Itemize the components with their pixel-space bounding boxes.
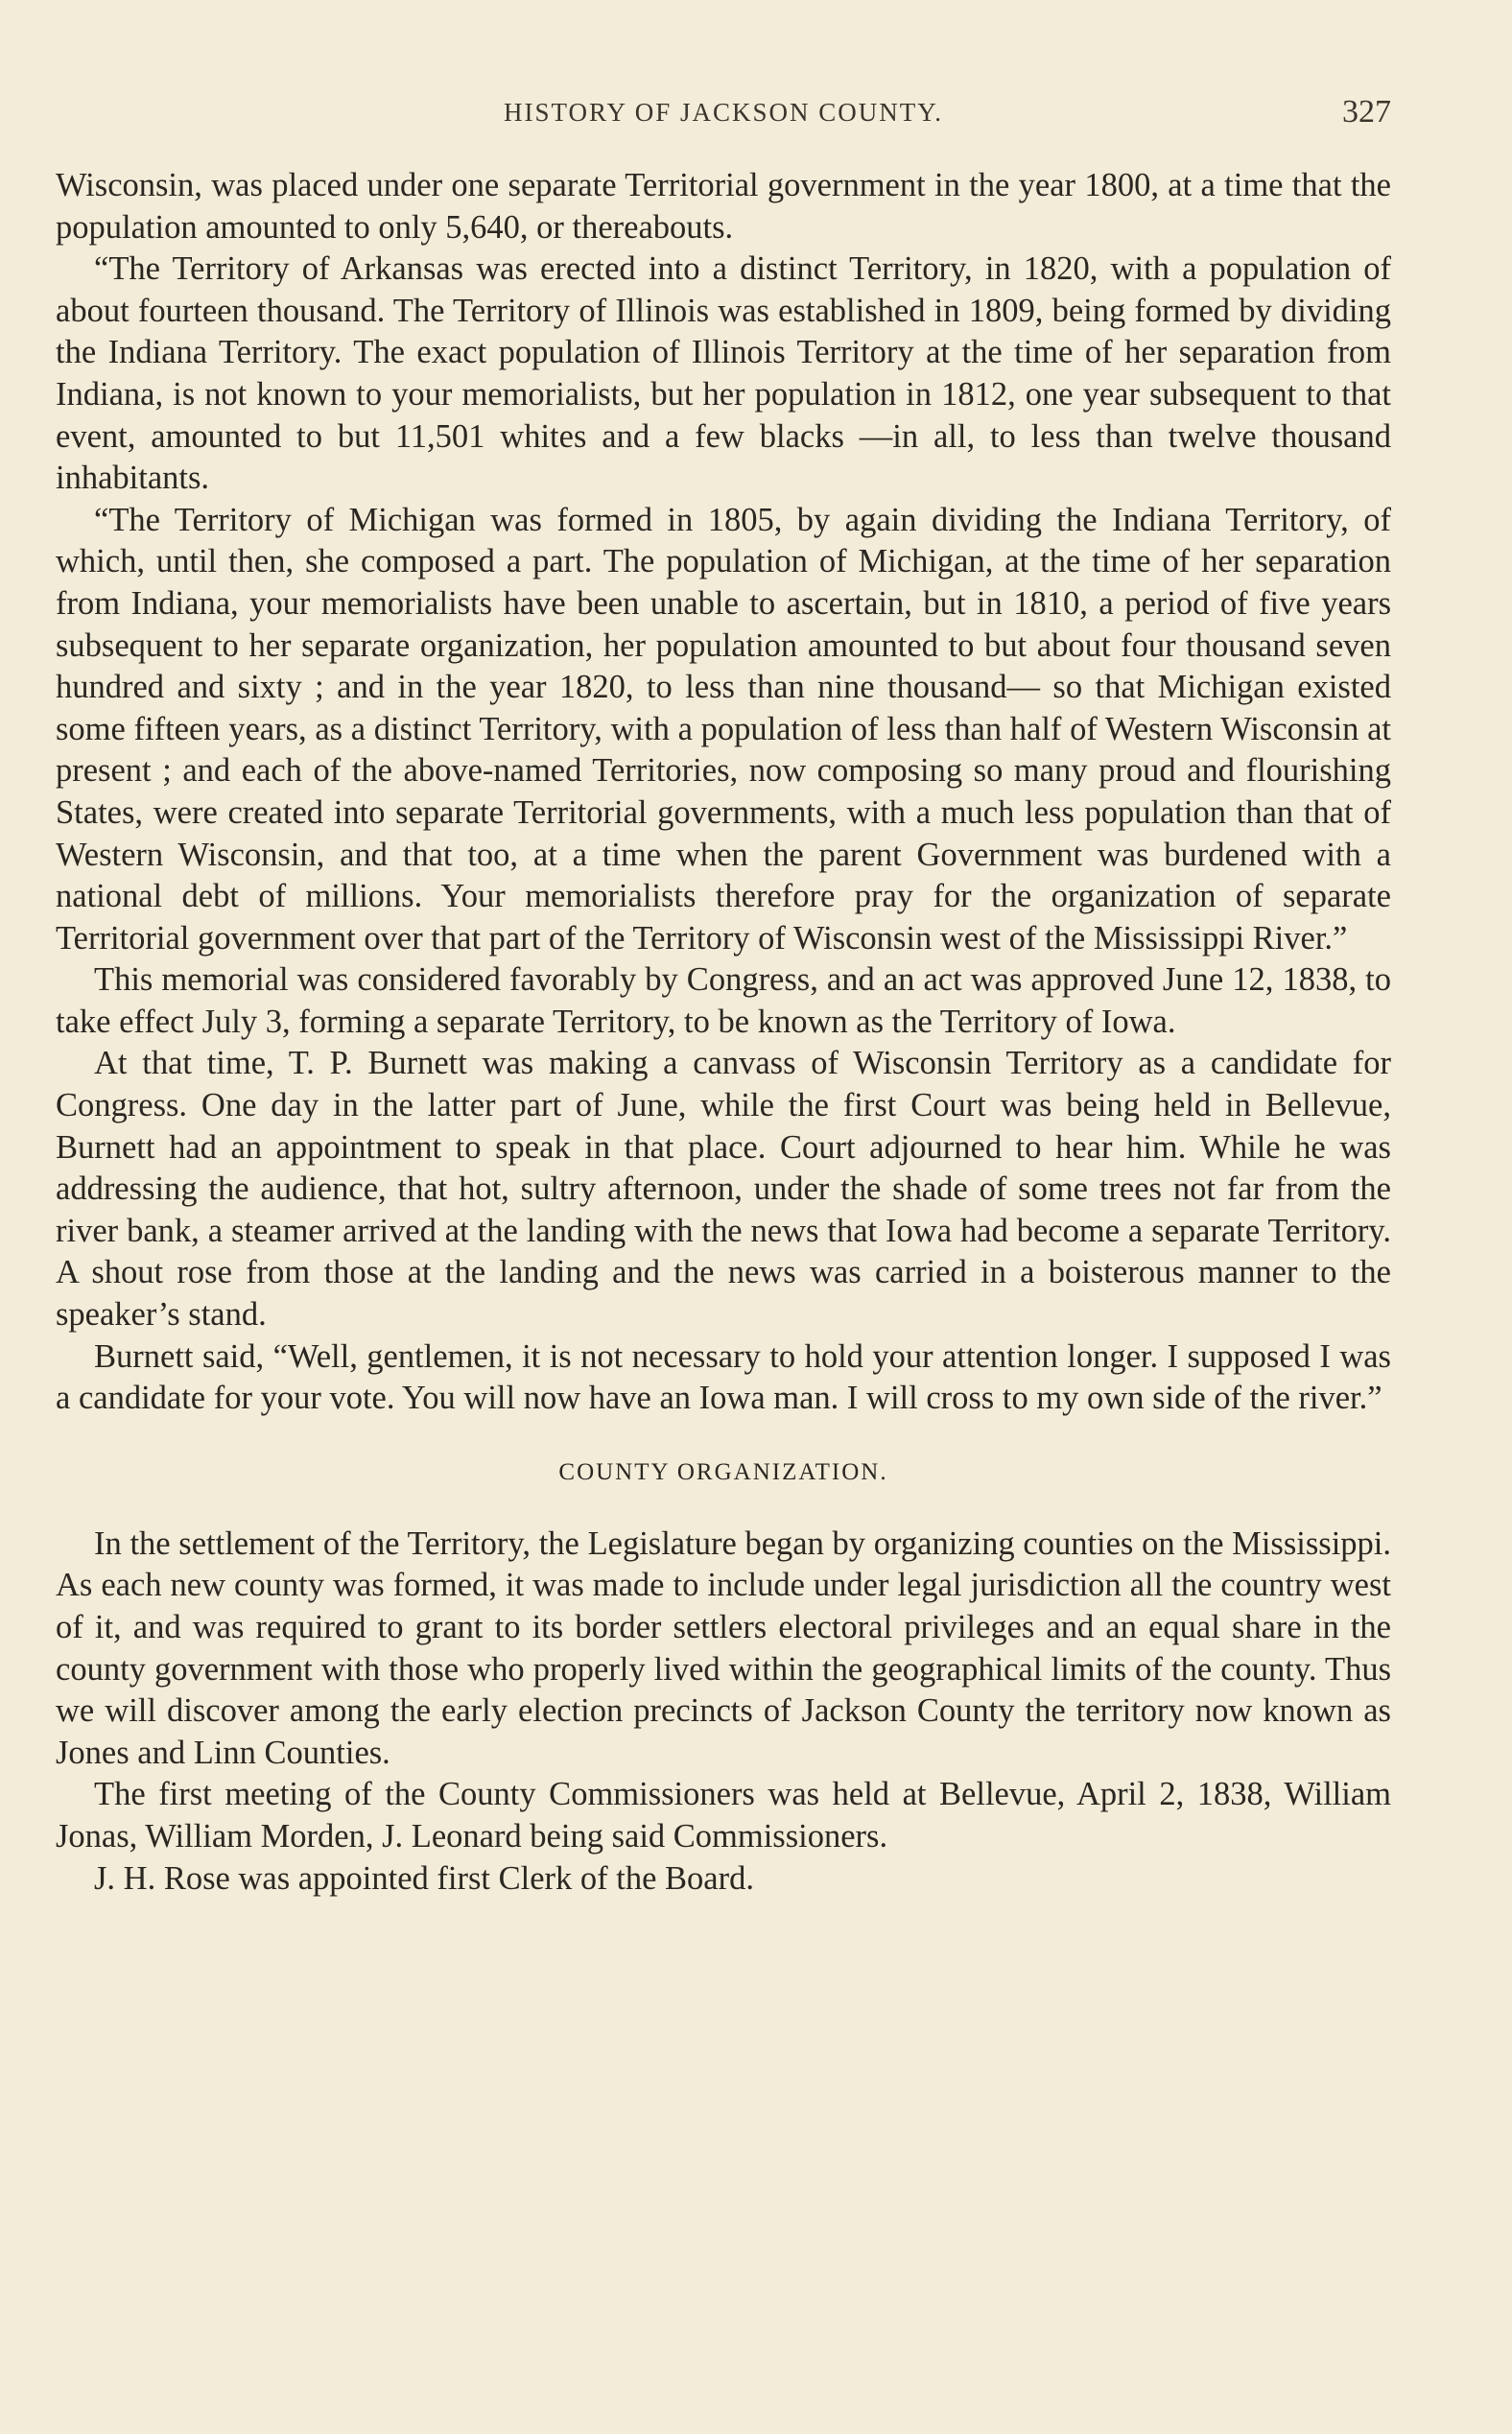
page-body	[56, 165, 1391, 1900]
paragraph: This memorial was considered favorably by Congress, and an act was approved June 12, 1838, to take effect July 3, forming a separate Territory, to be known as the Territory of Iowa.	[56, 961, 1391, 1040]
paragraph: The first meeting of the County Commissioners was held at Bellevue, April 2, 1838, William Jonas, William Morden, J. Leonard being said Commissioners.	[56, 1776, 1391, 1855]
paragraph: At that time, T. P. Burnett was making a canvass of Wisconsin Territory as a candidate for Congress. One day in the latter part of June, while the first Court was being held in Bellevue, Burnett had an appointment to speak in that place. Court adjourned to hear him. While he was addressing the audience, that hot, sultry afternoon, under the shade of some trees not far from the river bank, a steamer arrived at the landing with the news that Iowa had become a separate Territory. A shout rose from those at the landing and the news was carried in a boisterous manner to the speaker’s stand.	[56, 1045, 1391, 1334]
paragraph: In the settlement of the Territory, the Legislature began by organizing counties on the Mississippi. As each new county was formed, it was made to include under legal jurisdiction all the country west of it, and was required to grant to its border settlers electoral privileges and an equal share in the county government with those who properly lived within the geographical limits of the county. Thus we will discover among the early election precincts of Jackson County the territory now known as Jones and Linn Counties.	[56, 1524, 1391, 1771]
paragraph-group-top	[56, 165, 1391, 1420]
page-number: 327	[1342, 94, 1391, 130]
section-heading: COUNTY ORGANIZATION.	[558, 1458, 888, 1485]
paragraph: Burnett said, “Well, gentlemen, it is not necessary to hold your attention longer. I supposed I was a candidate for your vote. You will now have an Iowa man. I will cross to my own side of the river.”	[56, 1337, 1391, 1417]
paragraph: Wisconsin, was placed under one separate Territorial government in the year 1800, at a time that the population amounted to only 5,640, or thereabouts.	[56, 167, 1391, 246]
paragraph: “The Territory of Arkansas was erected into a distinct Territory, in 1820, with a population of about fourteen thousand. The Territory of Illinois was established in 1809, being formed by dividing the Indiana Territory. The exact population of Illinois Territory at the time of her separation from Indiana, is not known to your memorialists, but her population in 1812, one year subsequent to that event, amounted to but 11,501 whites and a few blacks —in all, to less than twelve thousand inhabitants.	[56, 250, 1391, 497]
running-header-title: HISTORY OF JACKSON COUNTY.	[503, 98, 944, 127]
running-header	[56, 90, 1391, 136]
paragraph-group-bottom	[56, 1524, 1391, 1900]
paragraph: J. H. Rose was appointed first Clerk of the Board.	[94, 1859, 754, 1897]
paragraph: “The Territory of Michigan was formed in 1805, by again dividing the Indiana Territory, of which, until then, she composed a part. The population of Michigan, at the time of her separation from Indiana, your memorialists have been unable to ascertain, but in 1810, a period of five years subsequent to her separate organization, her population amounted to but about four thousand seven hundred and sixty ; and in the year 1820, to less than nine thousand— so that Michigan existed some fifteen years, as a distinct Territory, with a population of less than half of Western Wisconsin at present ; and each of the above-named Territories, now composing so many proud and flourishing States, were created into separate Territorial governments, with a much less population than that of Western Wisconsin, and that too, at a time when the parent Government was burdened with a national debt of millions. Your memorialists therefore pray for the organization of separate Territorial government over that part of the Territory of Wisconsin west of the Mississippi River.”	[56, 501, 1391, 957]
book-page	[56, 90, 1391, 1900]
